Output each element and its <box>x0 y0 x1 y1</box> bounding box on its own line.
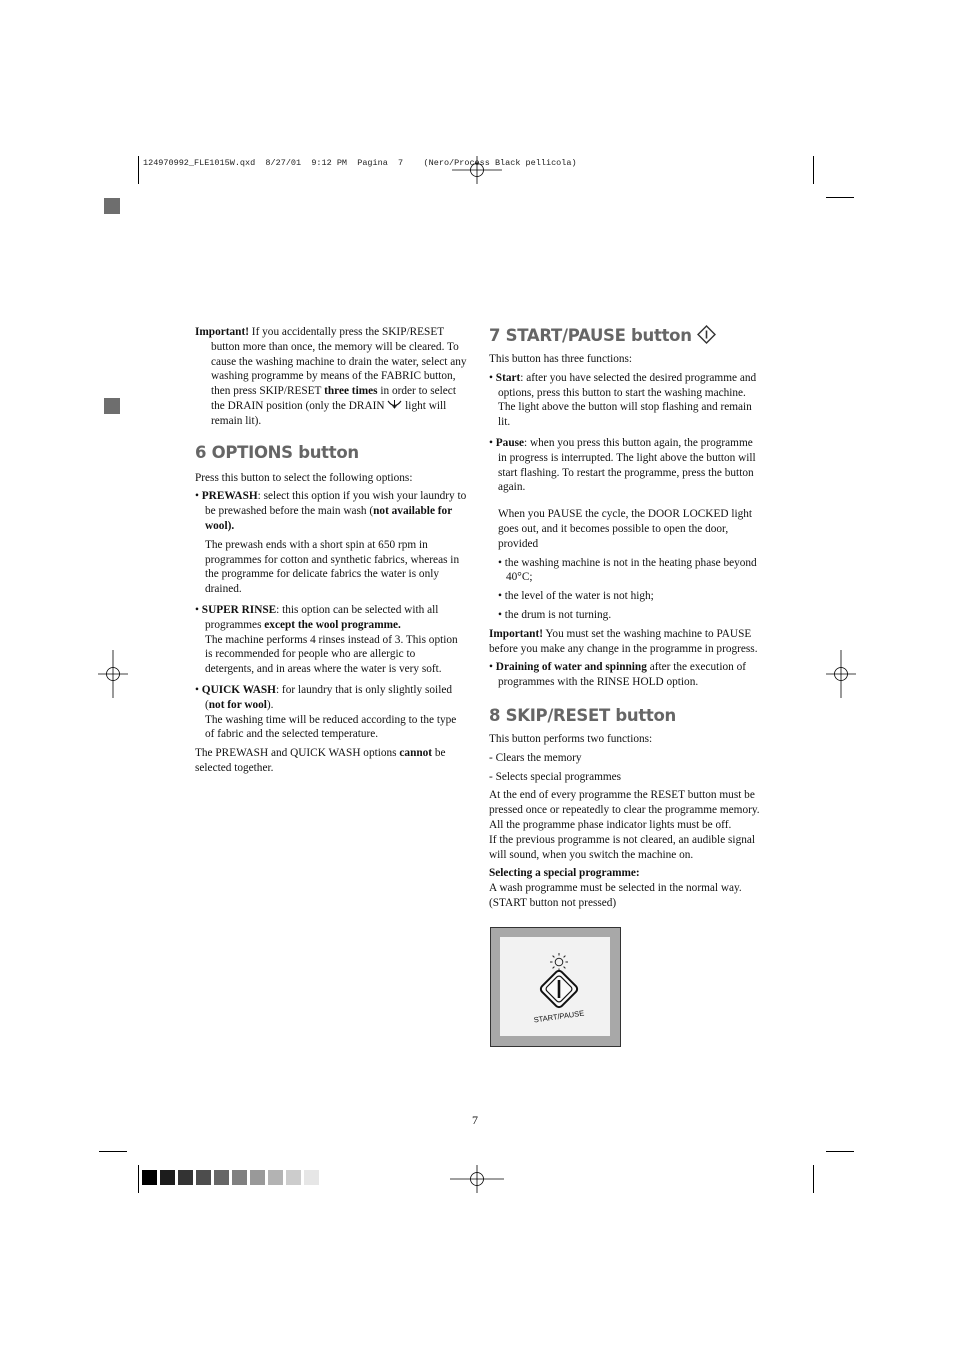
pause-conditions <box>489 556 761 623</box>
quick-wash-text: : for laundry that is only slightly soiled ( <box>205 683 452 711</box>
skip-functions <box>489 751 761 785</box>
drain-icon <box>387 399 402 410</box>
color-swatch <box>286 1170 301 1185</box>
super-rinse-label: SUPER RINSE <box>201 603 277 616</box>
condition-item: • the level of the water is not high; <box>498 590 654 603</box>
start-item: • Start: after you have selected the desired programme and options, press this button to start the washing machine. The light above the button will stop flashing and remain lit. <box>489 371 757 429</box>
pause-note: When you PAUSE the cycle, the DOOR LOCKED light goes out, and it becomes possible to open the door, provided <box>498 508 753 550</box>
color-swatch <box>196 1170 211 1185</box>
condition-text: the level of the water is not high; <box>504 590 654 603</box>
prewash-label: PREWASH <box>201 490 258 503</box>
options-heading: 6 OPTIONS button <box>195 442 359 462</box>
drain-spin-item: • Draining of water and spinning after the execution of programmes with the RINSE HOLD option. <box>489 661 746 689</box>
start-pause-panel-illustration <box>490 927 621 1047</box>
important-text-2: in order to select the DRAIN position (only the DRAIN <box>211 385 456 412</box>
important-text: If you accidentally press the SKIP/RESET button more than once, the memory will be cleared. To cause the washing machine to drain the water, select any washing programme by means of the FABRIC button, then press SKIP/RESET <box>211 326 467 398</box>
important-label: Important! <box>195 326 249 338</box>
special-label: Selecting a special programme: <box>489 867 640 880</box>
pause-label: Pause <box>495 436 525 449</box>
drain-spin-label: Draining of water and spinning <box>495 661 647 674</box>
start-label: Start <box>495 371 521 384</box>
start-pause-heading-text: 7 START/PAUSE button <box>489 326 692 345</box>
closing-bold: cannot <box>399 747 433 760</box>
condition-text: the drum is not turning. <box>504 608 612 621</box>
prewash-text: : select this option if you wish your laundry to be prewashed before the main wash ( <box>205 490 467 518</box>
panel-face <box>500 937 610 1036</box>
prewash-item: • PREWASH: select this option if you wish your laundry to be prewashed before the main wash (not available for wool). <box>195 490 467 532</box>
closing-text: The PREWASH and QUICK WASH options <box>195 747 400 760</box>
crop-mark <box>813 156 814 184</box>
options-closing <box>195 746 467 776</box>
condition-text: the washing machine is not in the heating phase beyond 40°C; <box>504 556 757 584</box>
super-rinse-note: The machine performs 4 rinses instead of 3. This option is recommended for people who are allergic to detergents, and in areas where the water is very soft. <box>205 633 458 676</box>
skip-function-item: - Clears the memory <box>489 751 582 764</box>
three-times: three times <box>324 385 378 398</box>
color-swatch <box>250 1170 265 1185</box>
quick-wash-item: • QUICK WASH: for laundry that is only slightly soiled (not for wool). <box>195 683 452 711</box>
skip-para-2: If the previous programme is not cleared, an audible signal will sound, when you switch the machine on. <box>489 833 756 861</box>
pause-text: : when you press this button again, the programme in progress is interrupted. The light above the button will start flashing. To restart the programme, press the button again. <box>498 436 756 494</box>
crop-mark <box>99 1151 127 1152</box>
page-number: 7 <box>472 1113 478 1127</box>
left-column <box>195 325 467 780</box>
start-pause-heading <box>489 325 761 346</box>
color-swatch <box>178 1170 193 1185</box>
prewash-bold: not available for wool). <box>205 505 453 532</box>
quick-wash-text-2: ). <box>266 698 274 711</box>
crop-mark <box>826 1151 854 1152</box>
crop-mark <box>826 197 854 198</box>
super-rinse-item: • SUPER RINSE: this option can be selected with all programmes except the wool programme. <box>195 603 439 631</box>
important-pause-text: You must set the washing machine to PAUSE before you make any change in the programme in progress. <box>489 627 758 655</box>
color-swatch <box>268 1170 283 1185</box>
color-swatch <box>142 1170 157 1185</box>
start-pause-button-icon <box>500 937 610 1036</box>
skip-intro: This button performs two functions: <box>489 732 653 745</box>
skip-reset-heading: 8 SKIP/RESET button <box>489 705 676 725</box>
condition-item: • the drum is not turning. <box>498 608 612 621</box>
registration-crosshair-icon <box>98 650 128 698</box>
special-text: A wash programme must be selected in the normal way. (START button not pressed) <box>489 882 742 909</box>
start-pause-icon <box>697 325 716 344</box>
important-text-3: light will remain lit). <box>211 399 447 427</box>
start-intro: This button has three functions: <box>489 353 633 365</box>
start-text: : after you have selected the desired programme and options, press this button to start the washing machine. The light above the button will stop flashing and remain lit. <box>498 371 757 429</box>
prewash-note: The prewash ends with a short spin at 650 rpm in programmes for cotton and synthetic fabrics, whereas in the programme for delicate fabrics the water is only drained. <box>205 538 460 596</box>
registration-crosshair-icon <box>452 156 502 184</box>
crop-mark <box>138 1165 139 1193</box>
important-note <box>195 325 467 429</box>
registration-square <box>104 198 120 214</box>
quick-wash-label: QUICK WASH <box>201 683 276 696</box>
registration-crosshair-icon <box>826 650 856 698</box>
color-swatch <box>160 1170 175 1185</box>
super-rinse-text: : this option can be selected with all programmes <box>205 603 439 631</box>
super-rinse-bold: except the wool programme. <box>264 618 401 631</box>
skip-para-1: At the end of every programme the RESET button must be pressed once or repeatedly to clear the programme memory. All the programme phase indicator lights must be off. <box>489 789 760 831</box>
crop-mark <box>813 1165 814 1193</box>
pause-item: • Pause: when you press this button again, the programme in progress is interrupted. The light above the button will start flashing. To restart the programme, press the button again. <box>489 436 756 494</box>
registration-square <box>104 398 120 414</box>
skip-function-item: - Selects special programmes <box>489 770 622 783</box>
panel-label: START/PAUSE <box>533 1008 585 1025</box>
print-slug: 124970992_FLE1015W.qxd 8/27/01 9:12 PM Pagina 7 (Nero/Process Black pellicola) <box>143 158 577 168</box>
color-swatch <box>232 1170 247 1185</box>
quick-wash-note: The washing time will be reduced according to the type of fabric and the selected temperature. <box>205 713 457 741</box>
closing-text-2: be selected together. <box>195 747 446 774</box>
crop-mark <box>138 156 139 184</box>
condition-item: • the washing machine is not in the heating phase beyond 40°C; <box>498 556 757 584</box>
registration-crosshair-icon <box>450 1165 504 1193</box>
important-pause <box>489 627 761 657</box>
quick-wash-bold: not for wool <box>208 698 267 711</box>
drain-spin-text: after the execution of programmes with the RINSE HOLD option. <box>498 661 746 689</box>
right-column <box>489 325 761 915</box>
important-pause-label: Important! <box>489 627 543 640</box>
color-swatch <box>214 1170 229 1185</box>
options-intro: Press this button to select the following options: <box>195 471 413 484</box>
color-swatch <box>304 1170 319 1185</box>
